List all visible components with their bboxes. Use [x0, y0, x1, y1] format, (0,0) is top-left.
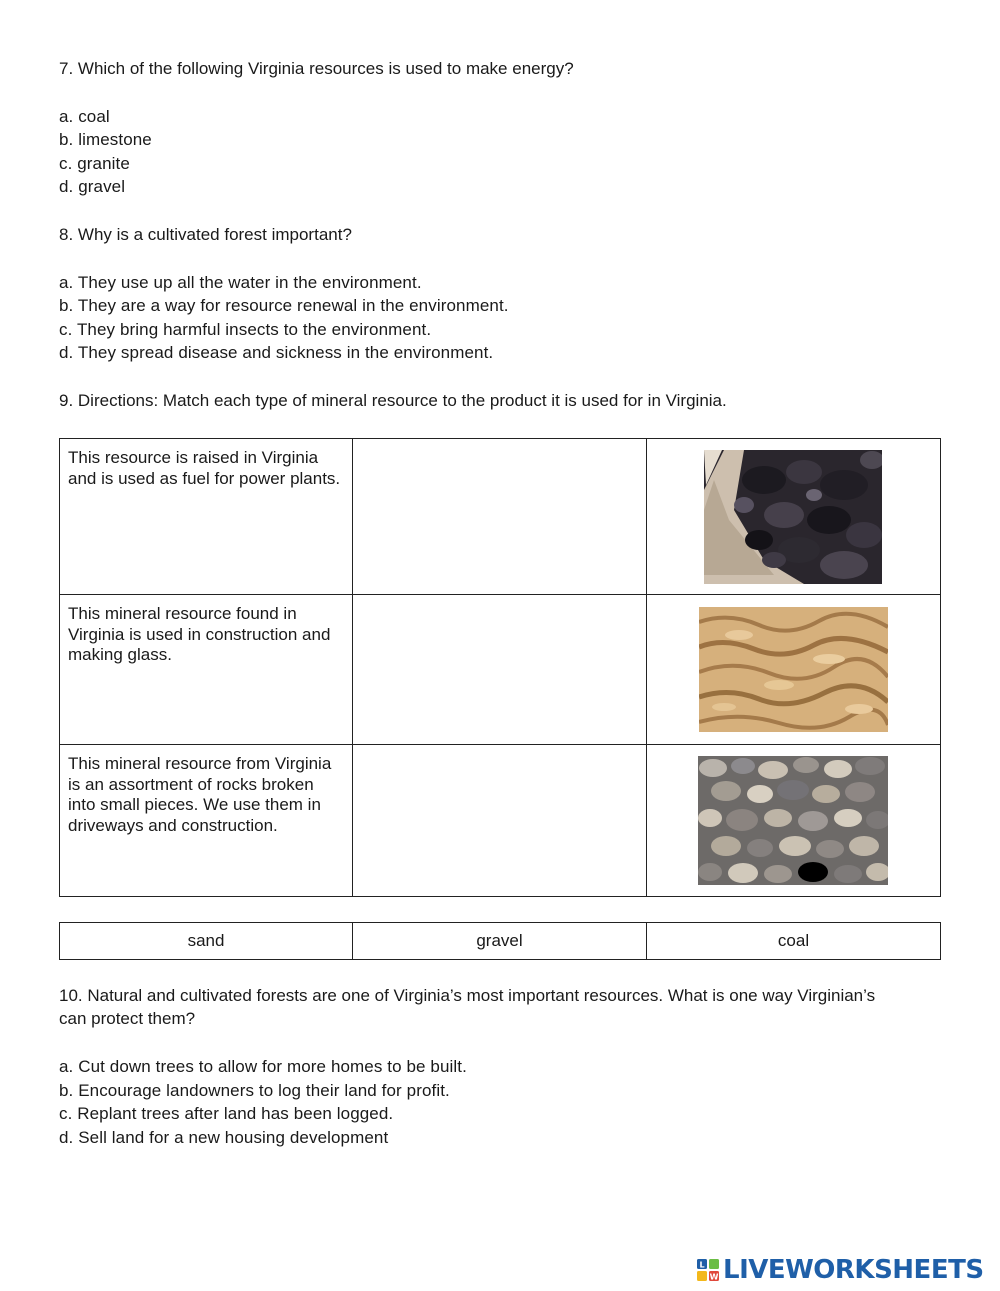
word-bank-item-gravel[interactable]: gravel [353, 923, 647, 960]
table-row [60, 745, 941, 897]
word-bank [59, 922, 941, 960]
word-bank-item-sand[interactable]: sand [60, 923, 353, 960]
gravel-description: This mineral resource from Virginia is an assortment of rocks broken into small pieces. We use them in driveways and construction. [60, 745, 353, 897]
logo-text: LIVEWORKSHEETS [723, 1255, 984, 1285]
logo-letter-l: L [699, 1260, 705, 1270]
q7-option-d: d. gravel [59, 177, 126, 196]
matching-table [59, 438, 941, 897]
answer-drop-zone-gravel[interactable] [353, 745, 647, 897]
q10-option-b: b. Encourage landowners to log their land for profit. [59, 1081, 450, 1100]
logo-square-yellow [697, 1271, 707, 1281]
q7-option-b: b. limestone [59, 130, 152, 149]
q8-option-c: c. They bring harmful insects to the environment. [59, 320, 432, 339]
q7-option-c: c. granite [59, 154, 130, 173]
q7-question: 7. Which of the following Virginia resources is used to make energy? [59, 59, 574, 78]
logo-square-green [709, 1259, 719, 1269]
coal-image-cell [647, 439, 941, 595]
q7-option-a: a. coal [59, 107, 110, 126]
q8-option-a: a. They use up all the water in the environment. [59, 273, 422, 292]
word-bank-item-coal[interactable]: coal [647, 923, 941, 960]
q9-question: 9. Directions: Match each type of mineral resource to the product it is used for in Virginia. [59, 391, 727, 410]
q8-question: 8. Why is a cultivated forest important? [59, 225, 352, 244]
q10-option-a: a. Cut down trees to allow for more homes to be built. [59, 1057, 467, 1076]
gravel-image-cell [647, 745, 941, 897]
table-row [60, 595, 941, 745]
q10-question-line2: can protect them? [59, 1009, 196, 1028]
table-row [60, 439, 941, 595]
q8-option-d: d. They spread disease and sickness in the environment. [59, 343, 494, 362]
liveworksheets-logo [697, 1256, 984, 1284]
q10-option-d: d. Sell land for a new housing development [59, 1128, 389, 1147]
coal-photo [704, 450, 882, 584]
coal-description: This resource is raised in Virginia and is used as fuel for power plants. [60, 439, 353, 595]
q10-question-line1: 10. Natural and cultivated forests are one of Virginia’s most important resources. What is one way Virginian’s [59, 986, 876, 1005]
gravel-photo [698, 756, 888, 885]
q10-option-c: c. Replant trees after land has been logged. [59, 1104, 394, 1123]
answer-drop-zone-coal[interactable] [353, 439, 647, 595]
sand-photo [699, 607, 888, 732]
sand-image-cell [647, 595, 941, 745]
sand-description: This mineral resource found in Virginia is used in construction and making glass. [60, 595, 353, 745]
answer-drop-zone-sand[interactable] [353, 595, 647, 745]
logo-letter-w: W [709, 1272, 719, 1281]
q8-option-b: b. They are a way for resource renewal in the environment. [59, 296, 509, 315]
liveworksheets-logo-icon [697, 1259, 719, 1281]
